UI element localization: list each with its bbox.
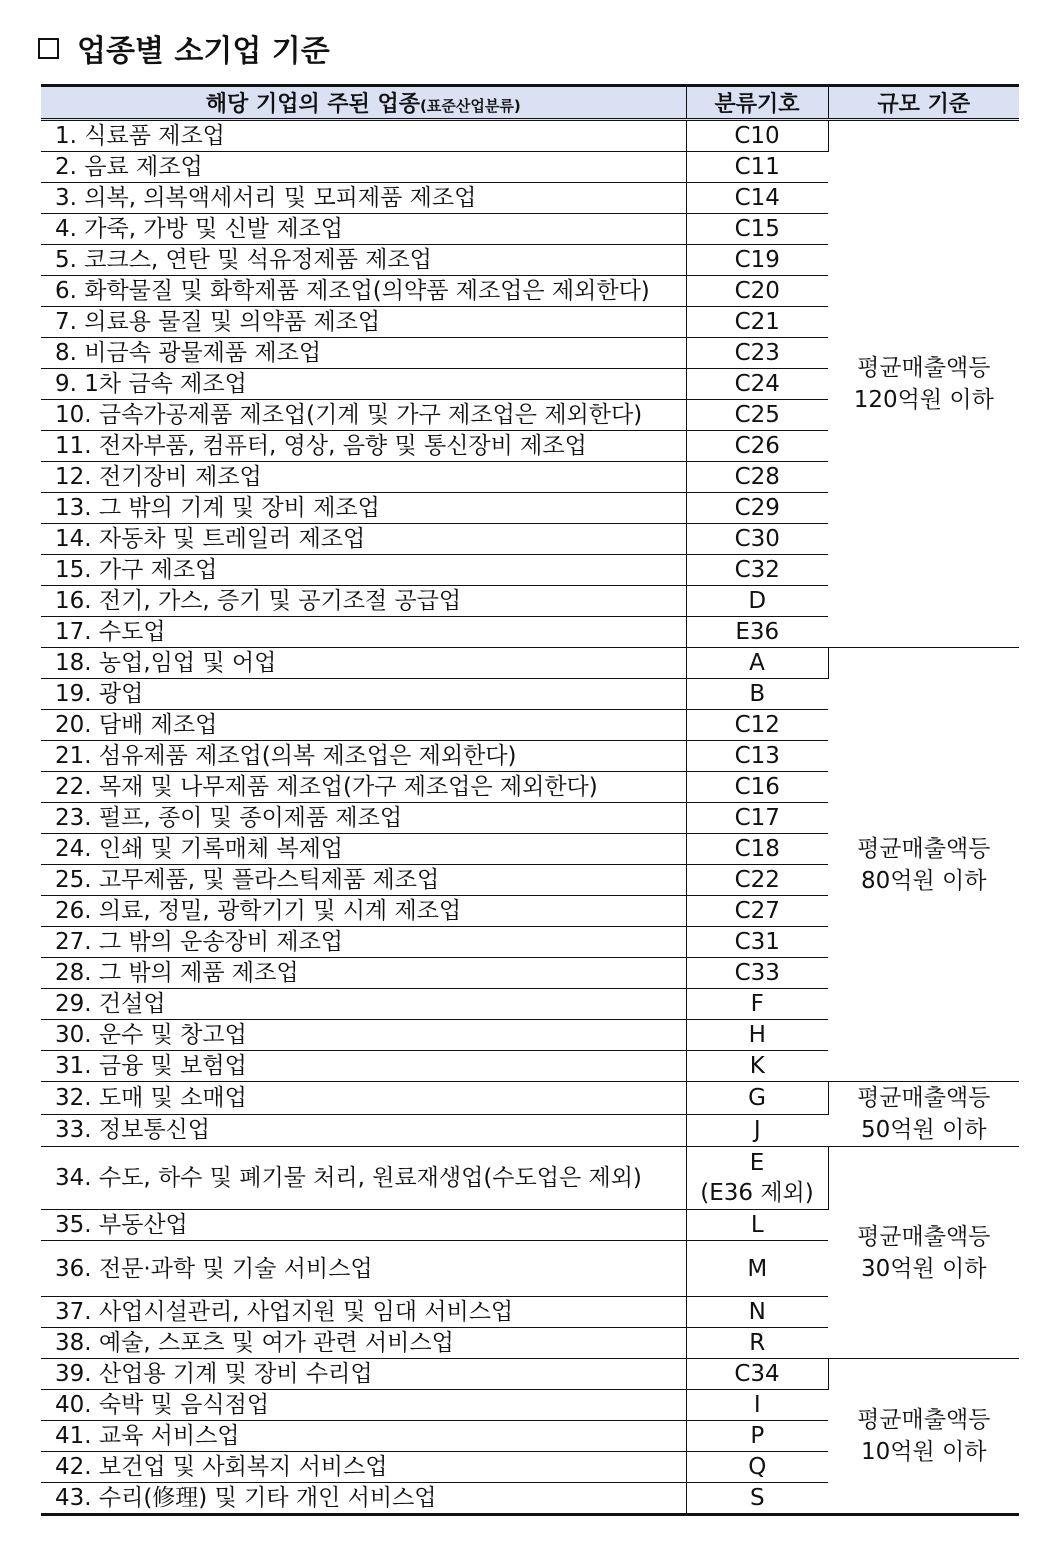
table-row [41, 1082, 1019, 1115]
industry-name-cell: 11. 전자부품, 컴퓨터, 영상, 음향 및 통신장비 제조업 [41, 431, 686, 462]
classification-code-cell: H [686, 1020, 828, 1051]
industry-name-cell: 40. 숙박 및 음식점업 [41, 1390, 686, 1421]
header-code: 분류기호 [686, 86, 828, 120]
industry-name-cell: 22. 목재 및 나무제품 제조업(가구 제조업은 제외한다) [41, 772, 686, 803]
industry-name-cell: 23. 펄프, 종이 및 종이제품 제조업 [41, 803, 686, 834]
classification-code-cell: C30 [686, 524, 828, 555]
classification-code-cell: A [686, 648, 828, 679]
classification-code-cell: C26 [686, 431, 828, 462]
industry-name-cell: 42. 보건업 및 사회복지 서비스업 [41, 1452, 686, 1483]
industry-name-cell: 17. 수도업 [41, 617, 686, 648]
scale-criteria-line: 평균매출액등 [857, 1085, 991, 1111]
classification-code-cell: K [686, 1051, 828, 1082]
scale-criteria-line: 80억원 이하 [861, 867, 987, 894]
industry-name-cell: 9. 1차 금속 제조업 [41, 369, 686, 400]
classification-code-note: (E36 제외) [700, 1180, 814, 1206]
page-title-text: 업종별 소기업 기준 [77, 34, 330, 69]
classification-code-cell: C11 [686, 152, 828, 183]
industry-name-cell: 3. 의복, 의복액세서리 및 모피제품 제조업 [41, 183, 686, 214]
industry-name-cell: 43. 수리(修理) 및 기타 개인 서비스업 [41, 1483, 686, 1515]
classification-code-cell: C32 [686, 555, 828, 586]
industry-name-cell: 15. 가구 제조업 [41, 555, 686, 586]
classification-code-cell: Q [686, 1452, 828, 1483]
classification-code-cell: C34 [686, 1359, 828, 1390]
industry-name-cell: 24. 인쇄 및 기록매체 복제업 [41, 834, 686, 865]
industry-name-cell: 32. 도매 및 소매업 [41, 1082, 686, 1115]
industry-name-cell: 19. 광업 [41, 679, 686, 710]
industry-name-cell: 5. 코크스, 연탄 및 석유정제품 제조업 [41, 245, 686, 276]
classification-code-cell: C17 [686, 803, 828, 834]
scale-criteria-line: 30억원 이하 [861, 1255, 987, 1282]
classification-code-cell: D [686, 586, 828, 617]
classification-code-cell: R [686, 1328, 828, 1359]
industry-name-cell: 25. 고무제품, 및 플라스틱제품 제조업 [41, 865, 686, 896]
classification-code-cell: F [686, 989, 828, 1020]
header-industry [41, 86, 686, 120]
industry-name-cell: 38. 예술, 스포츠 및 여가 관련 서비스업 [41, 1328, 686, 1359]
classification-code-cell: P [686, 1421, 828, 1452]
industry-name-cell: 7. 의료용 물질 및 의약품 제조업 [41, 307, 686, 338]
industry-name-cell: 30. 운수 및 창고업 [41, 1020, 686, 1051]
scale-criteria-line: 평균매출액등 [857, 835, 991, 862]
industry-name-cell: 27. 그 밖의 운송장비 제조업 [41, 927, 686, 958]
classification-code-cell: C22 [686, 865, 828, 896]
classification-code-cell: L [686, 1210, 828, 1241]
industry-name-cell: 6. 화학물질 및 화학제품 제조업(의약품 제조업은 제외한다) [41, 276, 686, 307]
classification-code-cell: C27 [686, 896, 828, 927]
industry-name-cell: 31. 금융 및 보험업 [41, 1051, 686, 1082]
industry-name-cell: 13. 그 밖의 기계 및 장비 제조업 [41, 493, 686, 524]
industry-name-cell: 29. 건설업 [41, 989, 686, 1020]
classification-code-cell: E36 [686, 617, 828, 648]
header-industry-label: 해당 기업의 주된 업종 [205, 92, 421, 117]
classification-code-cell: C15 [686, 214, 828, 245]
classification-code-cell: C18 [686, 834, 828, 865]
industry-name-cell: 16. 전기, 가스, 증기 및 공기조절 공급업 [41, 586, 686, 617]
checkbox-square-icon [38, 38, 59, 59]
classification-code-cell: C33 [686, 958, 828, 989]
scale-criteria-line: 평균매출액등 [857, 1407, 991, 1433]
table-row [41, 120, 1019, 152]
industry-name-cell: 26. 의료, 정밀, 광학기기 및 시계 제조업 [41, 896, 686, 927]
classification-code-cell: M [686, 1241, 828, 1297]
classification-code-cell: C21 [686, 307, 828, 338]
industry-name-cell: 21. 섬유제품 제조업(의복 제조업은 제외한다) [41, 741, 686, 772]
industry-name-cell: 28. 그 밖의 제품 제조업 [41, 958, 686, 989]
classification-code-cell: S [686, 1483, 828, 1515]
classification-code-cell: N [686, 1297, 828, 1328]
industry-name-cell: 8. 비금속 광물제품 제조업 [41, 338, 686, 369]
classification-code-cell: I [686, 1390, 828, 1421]
classification-code-cell: G [686, 1082, 828, 1115]
table-body [41, 120, 1019, 1515]
industry-name-cell: 18. 농업,임업 및 어업 [41, 648, 686, 679]
header-scale: 규모 기준 [828, 86, 1019, 120]
industry-name-cell: 33. 정보통신업 [41, 1114, 686, 1147]
industry-name-cell: 37. 사업시설관리, 사업지원 및 임대 서비스업 [41, 1297, 686, 1328]
classification-code-cell: C13 [686, 741, 828, 772]
scale-criteria-line: 10억원 이하 [861, 1439, 987, 1465]
industry-name-cell: 10. 금속가공제품 제조업(기계 및 가구 제조업은 제외한다) [41, 400, 686, 431]
classification-code-cell: C14 [686, 183, 828, 214]
classification-code-cell: C28 [686, 462, 828, 493]
table-row [41, 1359, 1019, 1390]
classification-code-cell: C19 [686, 245, 828, 276]
scale-criteria-line: 평균매출액등 [857, 1223, 991, 1250]
classification-code-cell: B [686, 679, 828, 710]
industry-name-cell: 4. 가죽, 가방 및 신발 제조업 [41, 214, 686, 245]
scale-criteria-cell [828, 1082, 1019, 1147]
table-row [41, 1147, 1019, 1210]
scale-criteria-line: 120억원 이하 [853, 387, 994, 413]
classification-code-cell: C23 [686, 338, 828, 369]
classification-code-cell: C29 [686, 493, 828, 524]
classification-code-cell: C24 [686, 369, 828, 400]
industry-name-cell: 2. 음료 제조업 [41, 152, 686, 183]
scale-criteria-line: 평균매출액등 [857, 355, 991, 381]
page-title [38, 28, 330, 68]
industry-name-cell: 1. 식료품 제조업 [41, 120, 686, 152]
industry-name-cell: 12. 전기장비 제조업 [41, 462, 686, 493]
classification-code-cell: C25 [686, 400, 828, 431]
classification-code-cell: C31 [686, 927, 828, 958]
small-business-criteria-table [41, 84, 1019, 1516]
classification-code-cell: C20 [686, 276, 828, 307]
header-industry-note: (표준산업분류) [420, 97, 521, 115]
classification-code-cell: J [686, 1114, 828, 1147]
classification-code-cell: C10 [686, 120, 828, 152]
industry-name-cell: 39. 산업용 기계 및 장비 수리업 [41, 1359, 686, 1390]
scale-criteria-cell [828, 120, 1019, 648]
industry-name-cell: 20. 담배 제조업 [41, 710, 686, 741]
scale-criteria-cell [828, 1359, 1019, 1515]
industry-name-cell: 36. 전문·과학 및 기술 서비스업 [41, 1241, 686, 1297]
classification-code-cell: C12 [686, 710, 828, 741]
scale-criteria-cell [828, 1147, 1019, 1359]
classification-code: E [749, 1150, 765, 1176]
industry-name-cell: 41. 교육 서비스업 [41, 1421, 686, 1452]
industry-name-cell: 34. 수도, 하수 및 폐기물 처리, 원료재생업(수도업은 제외) [41, 1147, 686, 1210]
industry-name-cell: 14. 자동차 및 트레일러 제조업 [41, 524, 686, 555]
classification-code-cell [686, 1147, 828, 1210]
industry-name-cell: 35. 부동산업 [41, 1210, 686, 1241]
classification-code-cell: C16 [686, 772, 828, 803]
scale-criteria-cell [828, 648, 1019, 1082]
table-row [41, 648, 1019, 679]
scale-criteria-line: 50억원 이하 [861, 1117, 987, 1143]
table-header-row [41, 86, 1019, 120]
